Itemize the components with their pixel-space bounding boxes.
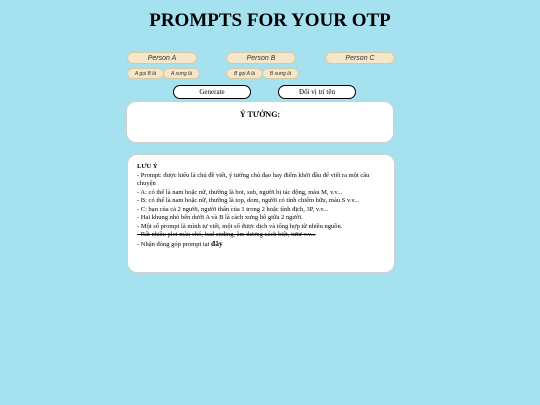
notes-body [137, 163, 387, 249]
a-calls-b-input[interactable] [127, 68, 164, 79]
note-line-struck: - Rất nhiều plot màu chó, bad ending, âm dương cách biệt, tưtư v.v... [137, 231, 316, 238]
note-line: - Prompt: được hiểu là chủ đề viết, ý tưởng chủ đạo hay điểm khởi đầu để viết ra một câu chuyện [137, 171, 370, 187]
idea-heading: Ý TƯỞNG: [239, 110, 281, 119]
note-line: - C: bạn của cả 2 người, người thân của 1 trong 2 hoặc tình địch, 3P, v.v... [137, 205, 329, 213]
contribute-line [137, 240, 387, 250]
notes-card [127, 154, 395, 273]
contribute-text: - Nhận đóng góp prompt tại [137, 240, 212, 248]
contribute-link[interactable]: đây [211, 238, 223, 248]
notes-heading: LƯU Ý [137, 163, 158, 170]
note-line: - Hai khung nhỏ bên dưới A và B là cách xưng hô giữa 2 người. [137, 214, 303, 221]
note-line: - A: có thể là nam hoặc nữ, thường là bot, sub, người bị tác động, màu M, v.v... [137, 188, 343, 196]
note-line: - Một số prompt là mình tự viết, một số được dịch và tổng hợp từ nhiều nguồn. [137, 222, 343, 230]
generate-button[interactable]: Generate [173, 85, 251, 99]
person-c-input[interactable] [325, 52, 395, 64]
swap-names-button[interactable]: Đổi vị trí tên [278, 85, 356, 99]
person-a-input[interactable] [127, 52, 197, 64]
a-self-pronoun-input[interactable] [163, 68, 200, 79]
b-self-pronoun-input[interactable] [262, 68, 299, 79]
person-b-input[interactable] [226, 52, 296, 64]
note-line: - B: có thể là nam hoặc nữ, thường là top, dom, người có tính chiếm hữu, màu S v.v... [137, 197, 360, 204]
page-title: PROMPTS FOR YOUR OTP [149, 10, 391, 31]
idea-card [126, 101, 394, 143]
b-calls-a-input[interactable] [226, 68, 263, 79]
